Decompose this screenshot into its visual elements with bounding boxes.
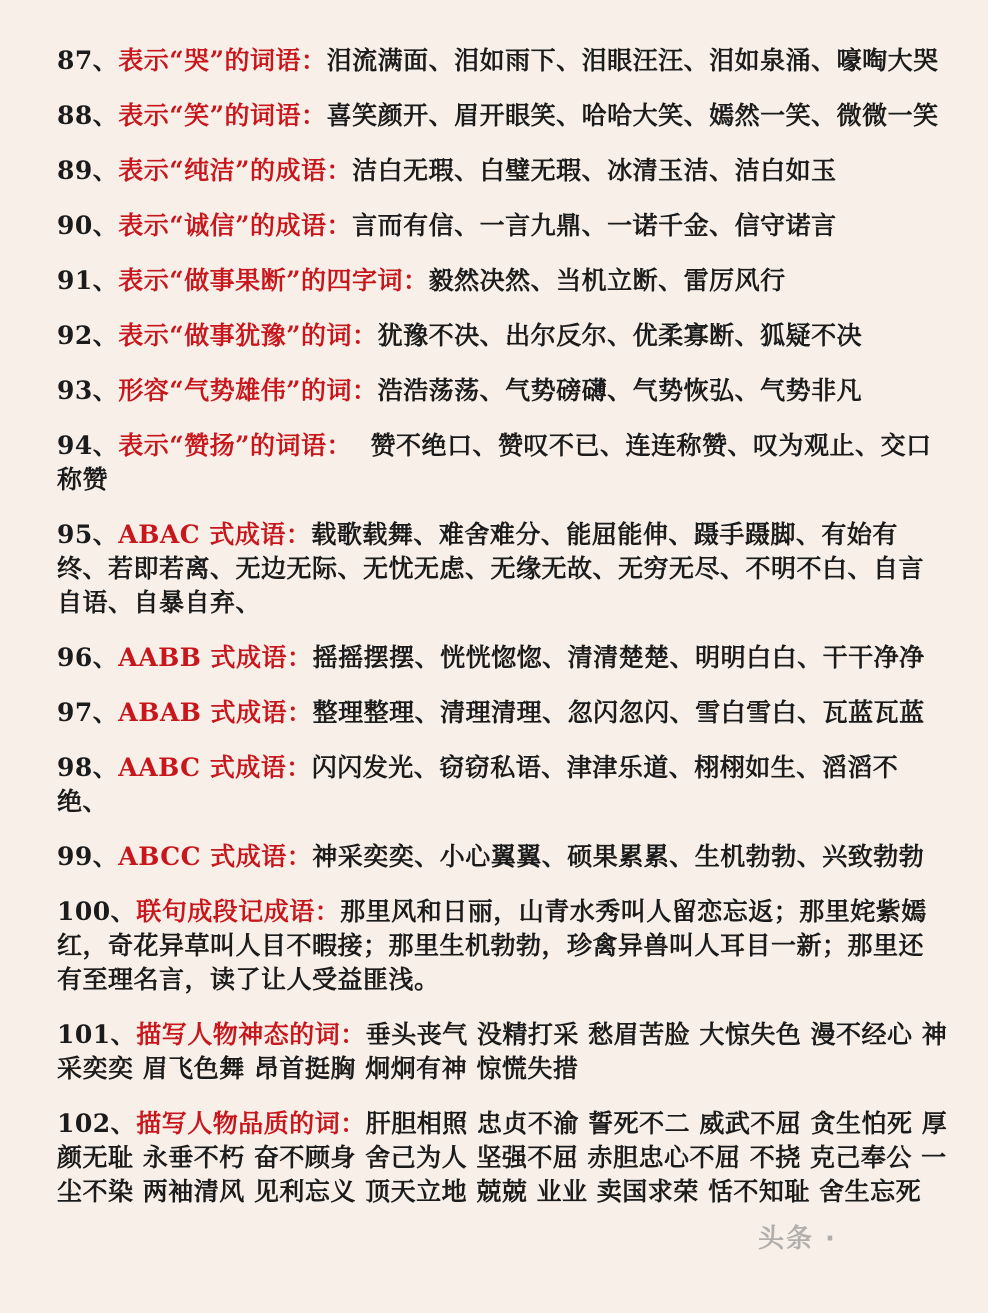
item-text: 肝胆相照 忠贞不渝 誓死不二 威武不屈 贪生怕死 厚颜无耻 永垂不朽 奋不顾身 舍己为人 坚强不屈 赤胆忠心不屈 不挠 克己奉公 一尘不染 两袖清风 见利忘义 顶天立地 兢兢 业业 卖国求荣 恬不知耻 舍生忘死 bbox=[57, 1109, 948, 1206]
item-label: AABB 式成语： bbox=[118, 643, 313, 672]
item-number: 101、 bbox=[57, 1020, 137, 1049]
list-item bbox=[57, 840, 948, 874]
item-number: 100、 bbox=[57, 897, 137, 926]
item-label: 表示“做事犹豫”的词： bbox=[118, 321, 378, 350]
item-number: 90、 bbox=[57, 211, 119, 240]
item-label: 表示“赞扬”的词语： bbox=[118, 431, 353, 460]
item-label: 形容“气势雄伟”的词： bbox=[118, 376, 378, 405]
item-text: 犹豫不决、出尔反尔、优柔寡断、狐疑不决 bbox=[377, 321, 863, 350]
list-item bbox=[57, 374, 948, 408]
item-text: 闪闪发光、窃窃私语、津津乐道、栩栩如生、滔滔不绝、 bbox=[57, 753, 899, 816]
item-text: 言而有信、一言九鼎、一诺千金、信守诺言 bbox=[352, 211, 837, 240]
item-text: 毅然决然、当机立断、雷厉风行 bbox=[428, 266, 786, 295]
item-number: 96、 bbox=[57, 643, 119, 672]
list-item bbox=[57, 99, 948, 133]
item-label: 联句成段记成语： bbox=[136, 897, 341, 926]
item-label: 表示“纯洁”的成语： bbox=[118, 156, 353, 185]
item-label: 描写人物神态的词： bbox=[136, 1020, 366, 1049]
list-item bbox=[57, 1018, 948, 1086]
item-text: 赞不绝口、赞叹不已、连连称赞、叹为观止、交口称赞 bbox=[57, 431, 932, 494]
item-label: 表示“诚信”的成语： bbox=[118, 211, 353, 240]
item-text: 载歌载舞、难舍难分、能屈能伸、蹑手蹑脚、有始有终、若即若离、无边无际、无忧无虑、无缘无故、无穷无尽、不明不白、自言自语、自暴自弃、 bbox=[57, 520, 925, 617]
item-text: 浩浩荡荡、气势磅礴、气势恢弘、气势非凡 bbox=[377, 376, 863, 405]
item-text: 整理整理、清理清理、忽闪忽闪、雪白雪白、瓦蓝瓦蓝 bbox=[312, 698, 925, 727]
item-text: 喜笑颜开、眉开眼笑、哈哈大笑、嫣然一笑、微微一笑 bbox=[326, 101, 939, 130]
list-item bbox=[57, 264, 948, 298]
list-item bbox=[57, 641, 948, 675]
item-label: ABAB 式成语： bbox=[118, 698, 313, 727]
item-text: 泪流满面、泪如雨下、泪眼汪汪、泪如泉涌、嚎啕大哭 bbox=[326, 46, 939, 75]
list-item bbox=[57, 895, 948, 997]
item-text: 洁白无瑕、白璧无瑕、冰清玉洁、洁白如玉 bbox=[352, 156, 837, 185]
watermark: 头条 · bbox=[758, 1224, 837, 1254]
item-label: 表示“哭”的词语： bbox=[118, 46, 327, 75]
item-number: 93、 bbox=[57, 376, 119, 405]
item-label: ABCC 式成语： bbox=[118, 842, 313, 871]
item-text: 那里风和日丽，山青水秀叫人留恋忘返；那里姹紫嫣红，奇花异草叫人目不暇接；那里生机勃勃，珍禽异兽叫人耳目一新；那里还有至理名言，读了让人受益匪浅。 bbox=[57, 897, 927, 994]
item-number: 95、 bbox=[57, 520, 119, 549]
item-number: 89、 bbox=[57, 156, 119, 185]
item-label: 表示“做事果断”的四字词： bbox=[118, 266, 429, 295]
list-item bbox=[57, 154, 948, 188]
list-item bbox=[57, 696, 948, 730]
item-text: 摇摇摆摆、恍恍惚惚、清清楚楚、明明白白、干干净净 bbox=[312, 643, 925, 672]
item-number: 94、 bbox=[57, 431, 119, 460]
item-number: 88、 bbox=[57, 101, 119, 130]
item-number: 92、 bbox=[57, 321, 119, 350]
item-text: 神采奕奕、小心翼翼、硕果累累、生机勃勃、兴致勃勃 bbox=[312, 842, 925, 871]
item-label: 描写人物品质的词： bbox=[136, 1109, 366, 1138]
item-label: AABC 式成语： bbox=[118, 753, 312, 782]
list-item bbox=[57, 518, 948, 620]
list-item bbox=[57, 319, 948, 353]
list-item bbox=[57, 1107, 948, 1209]
item-number: 97、 bbox=[57, 698, 119, 727]
item-text: 垂头丧气 没精打采 愁眉苦脸 大惊失色 漫不经心 神采奕奕 眉飞色舞 昂首挺胸 炯炯有神 惊慌失措 bbox=[57, 1020, 948, 1083]
list-item bbox=[57, 751, 948, 819]
item-number: 99、 bbox=[57, 842, 119, 871]
list-item bbox=[57, 209, 948, 243]
item-number: 91、 bbox=[57, 266, 119, 295]
item-label: 表示“笑”的词语： bbox=[118, 101, 327, 130]
item-label: ABAC 式成语： bbox=[118, 520, 312, 549]
item-number: 102、 bbox=[57, 1109, 137, 1138]
item-number: 98、 bbox=[57, 753, 119, 782]
list-item bbox=[57, 429, 948, 497]
item-number: 87、 bbox=[57, 46, 119, 75]
list-item bbox=[57, 44, 948, 78]
